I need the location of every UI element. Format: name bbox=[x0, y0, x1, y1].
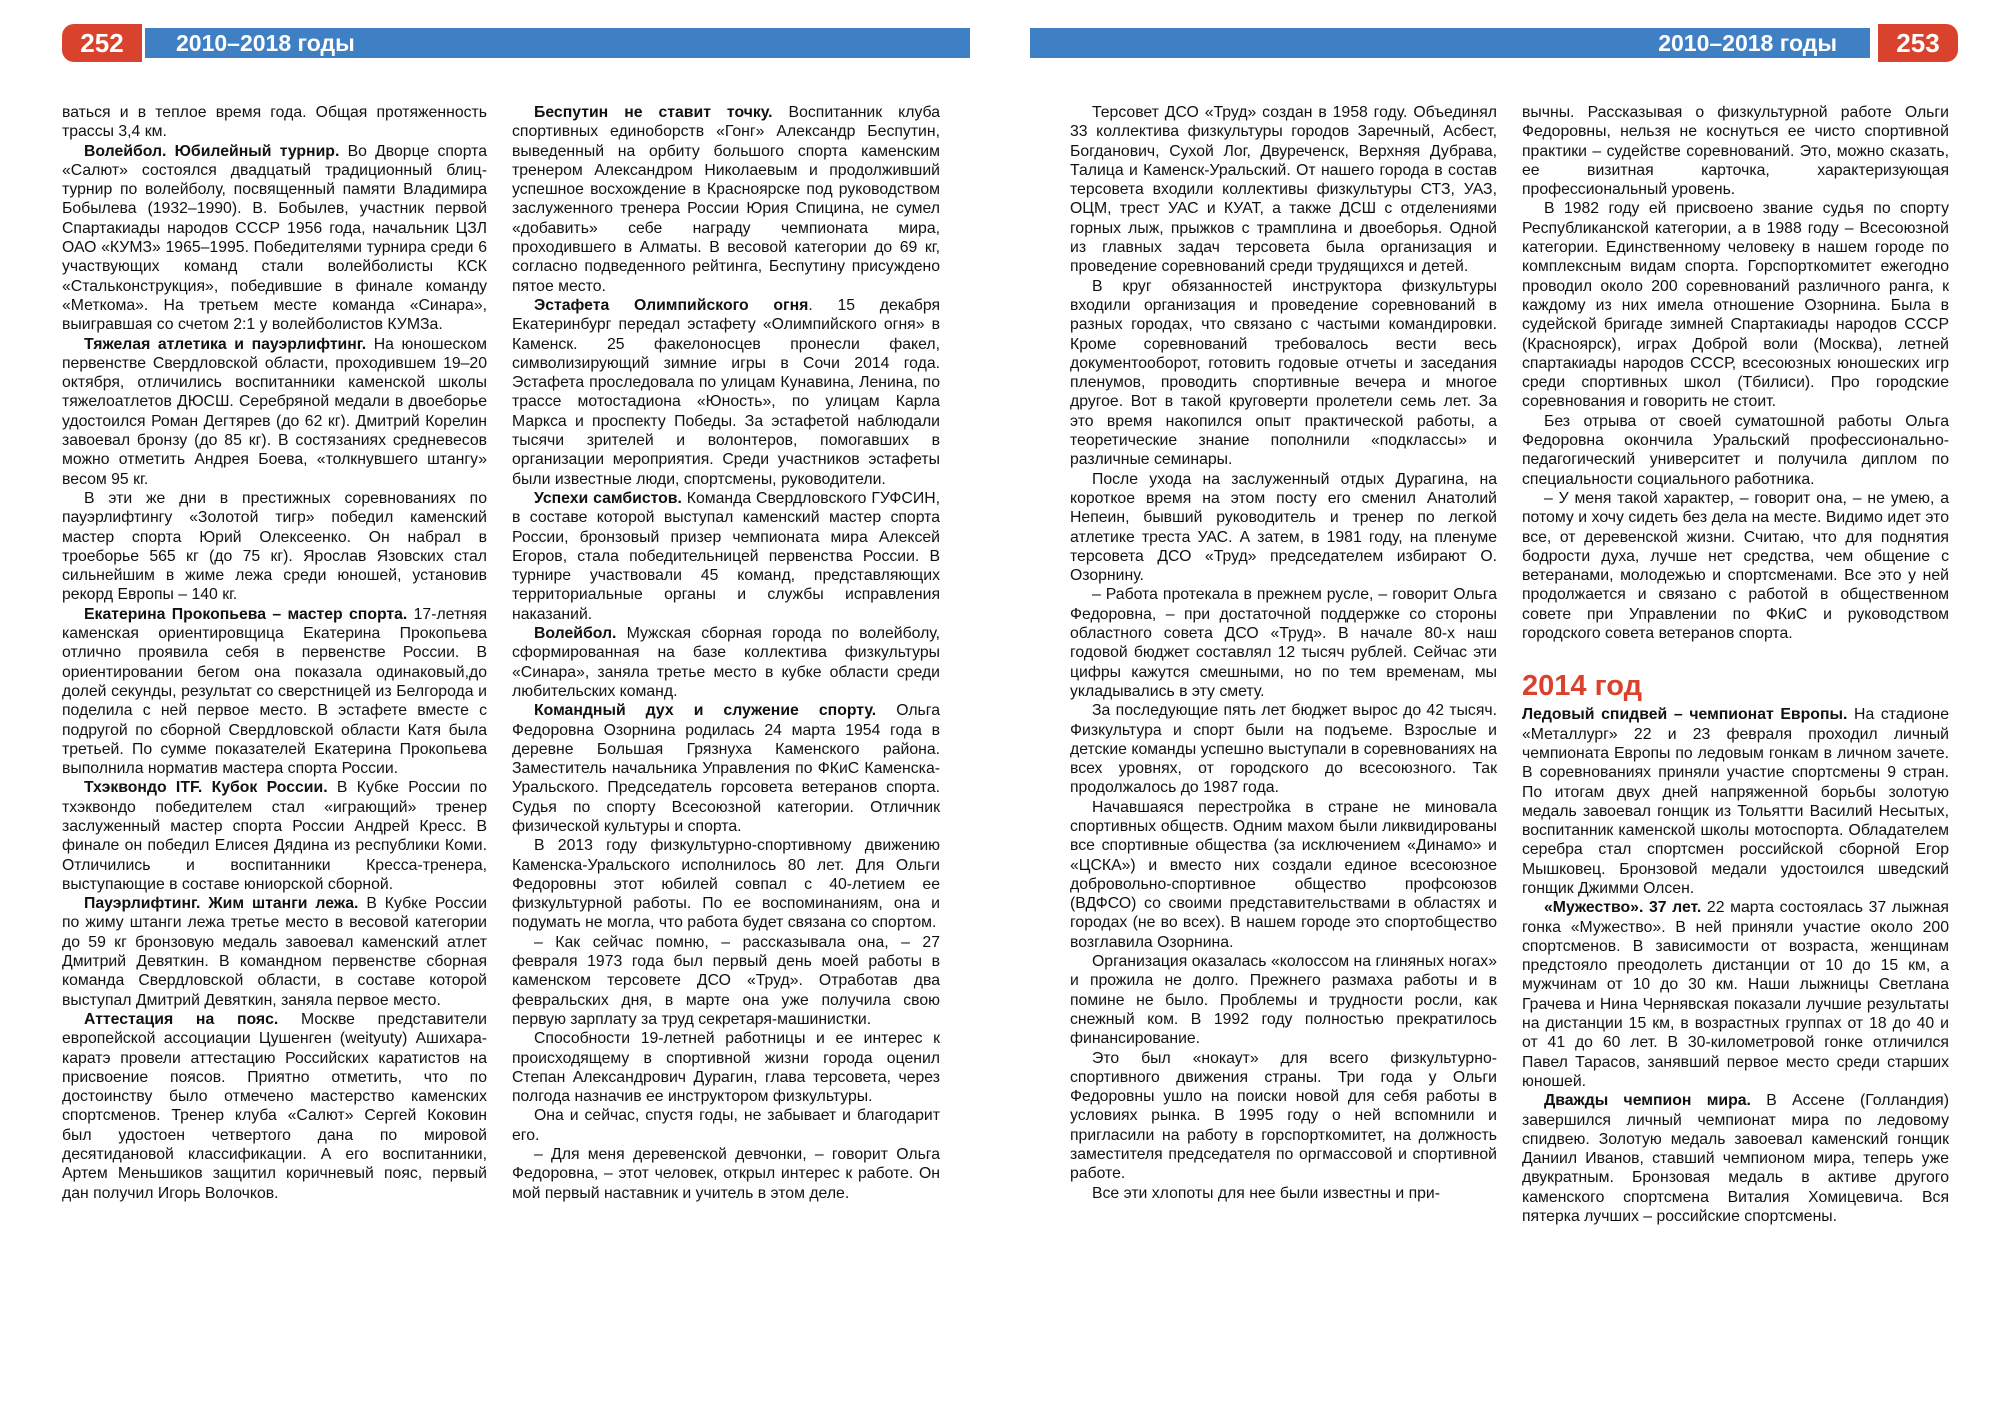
paragraph-text: Москве представители европейской ассоциации Цушенген (weityuty) Ашихара-каратэ провели аттестацию Российских каратистов на присвоение поясов. Приятно отметить, что по достоинству было отмечено мастерство каменских спортсменов. Тренер клуба «Салют» Сергей Коковин был удостоен четвертого дана по мировой десятидановой классификации. А его воспитанники, Артем Меньшиков защитил коричневый пояс, первый дан получил Игорь Волочков. bbox=[62, 1010, 487, 1202]
paragraph bbox=[1522, 489, 1949, 643]
paragraph-text: В круг обязанностей инструктора физкультуры входили организация и проведение соревнований в разных городах, что связано с частыми командировки. Кроме соревнований требовалось вести весь документооборот, готовить годовые отчеты и заседания пленумов, проводить спортивные вечера и многое другое. Вот в такой круговерти пролетели семь лет. За это время накопился опыт практической работы, а теоретические знание пополнили «подклассы» и различные семинары. bbox=[1070, 277, 1497, 469]
paragraph bbox=[512, 624, 940, 701]
paragraph bbox=[1070, 585, 1497, 701]
paragraph-text: После ухода на заслуженный отдых Дурагина, на короткое время на этом посту его сменил Анатолий Непеин, бывший руководитель и тренер по легкой атлетике треста УАС. А затем, в 1981 году, на пленуме терсовета ДСО «Труд» председателем избирают О. Озорнину. bbox=[1070, 470, 1497, 585]
paragraph-text: Во Дворце спорта «Салют» состоялся двадцатый традиционный блиц-турнир по волейболу, посвященный памяти Владимира Бобылева (1932–1990). В. Бобылев, участник первой Спартакиады народов СССР 1956 года, начальник ЦЗЛ ОАО «КУМЗ» 1965–1995. Победителями турнира среди 6 участвующих команд стали волейболисты КСК «Стальконструкция», победившие в финале команду «Меткома». На третьем месте команда «Синара», выигравшая со счетом 2:1 у волейболистов КУМЗа. bbox=[62, 142, 487, 334]
paragraph-lead: Аттестация на пояс. bbox=[84, 1010, 279, 1028]
paragraph bbox=[512, 933, 940, 1029]
paragraph bbox=[1522, 103, 1949, 199]
paragraph-text: Без отрыва от своей суматошной работы Ольга Федоровна окончила Уральский профессионально-педагогический университет и получила диплом по специальности социального работника. bbox=[1522, 412, 1949, 488]
paragraph-text: В Ассене (Голландия) завершился личный чемпионат мира по ледовому спидвею. Золотую медаль завоевал каменский гонщик Даниил Иванов, ставший чемпионом мира, теперь уже двукратным. Бронзовая медаль в активе другого каменского спортсмена Виталия Хомицевича. Вся пятерка лучших – российские спортсмены. bbox=[1522, 1092, 1949, 1226]
paragraph bbox=[1070, 798, 1497, 952]
paragraph bbox=[1522, 705, 1949, 898]
paragraph bbox=[512, 296, 940, 489]
paragraph-text: Все эти хлопоты для нее были известны и при- bbox=[1092, 1184, 1441, 1202]
paragraph bbox=[62, 489, 487, 605]
year-heading: 2014 год bbox=[1522, 670, 1643, 703]
left-running-title: 2010–2018 годы bbox=[176, 30, 355, 56]
paragraph-text: Терсовет ДСО «Труд» создан в 1958 году. Объединял 33 коллектива физкультуры городов Заречный, Асбест, Богданович, Сухой Лог, Двуреченск, Верхняя Дубрава, Талица и Каменск-Уральский. От нашего города в состав терсовета входили коллективы физкультуры СТЗ, УАЗ, ОЦМ, трест УАС и КУАТ, а также ДСШ с отделениями горных лыж, прыжков с трамплина и двоеборья. Одной из главных задач терсовета была организация и проведение соревнований среди трудящихся и детей. bbox=[1070, 104, 1497, 276]
paragraph-lead: Дважды чемпион мира. bbox=[1544, 1092, 1751, 1110]
paragraph-text: – У меня такой характер, – говорит она, – не умею, а потому и хочу сидеть без дела на месте. Видимо идет это все, от деревенской жизни. Считаю, что для поднятия бодрости духа, лучше нет средства, чем общение с ветеранами, молодежью и спортсменами. Все это у ней продолжается и связано с работой в общественном совете при Управлении по ФКиС и руководством городского совета ветеранов спорта. bbox=[1522, 489, 1949, 643]
paragraph-text: В Кубке России по жиму штанги лежа третье место в весовой категории до 59 кг бронзовую медаль завоевал каменский атлет Дмитрий Девяткин. В командном первенстве сборная команда Свердловской области, в составе которой выступал Дмитрий Девяткин, заняла первое место. bbox=[62, 895, 487, 1009]
paragraph-text: На юношеском первенстве Свердловской области, проходившем 19–20 октября, отличились воспитанники каменской школы тяжелоатлетов ДЮСШ. Серебряной медали в двоеборье удостоился Роман Дегтярев (до 62 кг). Дмитрий Корелин завоевал бронзу (до 85 кг). В состязаниях средневесов можно отметить Андрея Боева, «толкнувшего штангу» весом 95 кг. bbox=[62, 335, 487, 488]
column-1 bbox=[62, 103, 487, 1203]
paragraph-text: – Для меня деревенской девчонки, – говорит Ольга Федоровна, – этот человек, открыл интерес к работе. Он мой первый наставник и учитель в этом деле. bbox=[512, 1146, 940, 1202]
paragraph bbox=[1070, 1049, 1497, 1184]
paragraph-text: В Кубке России по тхэквондо победителем стал «играющий» тренер заслуженный мастер спорта России Андрей Кресс. В финале он победил Елисея Дядина из республики Коми. Отличились и воспитанники Кресса-тренера, выступающие в составе юниорской сборной. bbox=[62, 779, 487, 893]
paragraph bbox=[512, 1029, 940, 1106]
paragraph bbox=[512, 1106, 940, 1145]
paragraph-text: Команда Свердловского ГУФСИН, в составе которой выступал каменский мастер спорта России, бронзовый призер чемпионата мира Алексей Егоров, стала победительницей первенства России. В турнире участвовали 45 команд, представляющих территориальные органы и службы исправления наказаний. bbox=[512, 489, 940, 623]
paragraph bbox=[1522, 1091, 1949, 1226]
right-page-number: 253 bbox=[1878, 24, 1958, 62]
paragraph bbox=[512, 701, 940, 836]
paragraph bbox=[62, 335, 487, 489]
column-3 bbox=[1070, 103, 1497, 1203]
paragraph bbox=[1070, 952, 1497, 1048]
paragraph bbox=[1070, 103, 1497, 277]
paragraph-text: На стадионе «Металлург» 22 и 23 февраля проходил личный чемпионата Европы по ледовым гонкам в личном зачете. В соревнованиях приняли участие спортсмены 9 стран. По итогам двух дней напряженной борьбы золотую медаль завоевал гонщик из Тольятти Василий Несытых, воспитанник каменской школы мотоспорта. Обладателем серебра стал спортсмен российской сборной Егор Мышковец. Бронзовой медали удостоился шведский гонщик Джимми Олсен. bbox=[1522, 706, 1949, 897]
paragraph-lead: Пауэрлифтинг. Жим штанги лежа. bbox=[84, 895, 359, 913]
paragraph-lead: «Мужество». 37 лет. bbox=[1544, 899, 1702, 917]
paragraph bbox=[62, 605, 487, 779]
paragraph-lead: Тяжелая атлетика и пауэрлифтинг. bbox=[84, 335, 367, 353]
paragraph bbox=[512, 1145, 940, 1203]
paragraph-lead: Тхэквондо ITF. Кубок России. bbox=[84, 779, 328, 797]
paragraph bbox=[1522, 199, 1949, 411]
paragraph-lead: Ледовый спидвей – чемпионат Европы. bbox=[1522, 706, 1848, 724]
paragraph-text: 22 марта состоялась 37 лыжная гонка «Мужество». В ней приняли участие около 200 спортсменов. В зависимости от возраста, женщинам предстояло преодолеть дистанции от 10 до 15 км, а мужчинам от 10 до 30 км. Наши лыжницы Светлана Грачева и Нина Чернявская показали лучшие результаты на дистанции 15 км, в возрастных группах от 18 до 40 и от 41 до 60 лет. В 30-километровой гонке отличился Павел Тарасов, занявший первое место среди старших юношей. bbox=[1522, 899, 1949, 1090]
paragraph-text: Это был «нокаут» для всего физкультурно-спортивного движения страны. Три года у Ольги Федоровны ушло на поиски новой для себя работы в условиях рынка. В 1995 году о ней вспомнили и пригласили на работу в горспорткомитет, на должность заместителя председателя по оргмассовой и спортивной работе. bbox=[1070, 1049, 1497, 1183]
paragraph-text: В эти же дни в престижных соревнованиях по пауэрлифтингу «Золотой тигр» победил каменский мастер спорта Юрий Олексеенко. Он набрал в троеборье 565 кг (до 75 кг). Ярослав Язовских стал сильнейшим в жиме лежа среди юношей, установив рекорд Европы – 140 кг. bbox=[62, 489, 487, 604]
paragraph bbox=[1522, 898, 1949, 1091]
paragraph-text: Воспитанник клуба спортивных единоборств «Гонг» Александр Беспутин, выведенный на орбиту большого спорта каменским тренером Александром Николаевым и продолживший успешное восхождение в Красноярске под руководством заслуженного тренера России Юрия Спицина, не сумел «добавить» себе награду чемпионата мира, проходившего в Алматы. В весовой категории до 69 кг, согласно подведенного рейтинга, Беспутину присуждено пятое место. bbox=[512, 104, 940, 295]
paragraph-text: – Работа протекала в прежнем русле, – говорит Ольга Федоровна, – при достаточной поддержке со стороны областного совета ДСО «Труд». В начале 80-х наш годовой бюджет составлял 12 тысяч рублей. Сейчас эти цифры кажутся смешными, но по тем временам, мы укладывались в эту смету. bbox=[1070, 586, 1497, 700]
paragraph-lead: Беспутин не ставит точку. bbox=[534, 104, 773, 121]
paragraph bbox=[512, 836, 940, 932]
paragraph bbox=[512, 103, 940, 296]
paragraph-text: Организация оказалась «колоссом на глиняных ногах» и прожила не долго. Прежнего размаха работы и в помине не было. Проблемы и трудности росли, как снежный ком. В 1992 году полностью прекратилось финансирование. bbox=[1070, 953, 1497, 1048]
paragraph-text: В 2013 году физкультурно-спортивному движению Каменска-Уральского исполнилось 80 лет. Для Ольги Федоровны этот юбилей совпал с 40-летием ее физкультурной работы. По ее воспоминаниям, она и подумать не могла, что работа будет связана со спортом. bbox=[512, 837, 940, 932]
paragraph bbox=[62, 1010, 487, 1203]
paragraph bbox=[62, 142, 487, 335]
right-running-title: 2010–2018 годы bbox=[1658, 30, 1837, 56]
left-page-number: 252 bbox=[62, 24, 142, 62]
paragraph-lead: Эстафета Олимпийского огня bbox=[534, 296, 809, 314]
paragraph-text: Способности 19-летней работницы и ее интерес к происходящему в спортивной жизни города оценил Степан Александрович Дурагин, глава терсовета, через полгода назначив ее инструктором физкультуры. bbox=[512, 1030, 940, 1106]
paragraph-text: 17-летняя каменская ориентировщица Екатерина Прокопьева отлично проявила себя в первенстве России. В ориентировании бегом она показала одинаковый,до долей секунды, результат со сверстницей из Белгорода и поделила с ней первое место. В эстафете вместе с подругой по сборной Свердловской области Катя была третьей. По сумме показателей Екатерина Прокопьева выполнила норматив мастера спорта России. bbox=[62, 605, 488, 778]
paragraph-text: – Как сейчас помню, – рассказывала она, – 27 февраля 1973 года был первый день моей работы в каменском терсовете ДСО «Труд». Отработав два февральских дня, в марте она уже получила свою первую зарплату за труд секретаря-машинистки. bbox=[512, 933, 940, 1028]
paragraph bbox=[62, 894, 487, 1010]
paragraph-text: Ольга Федоровна Озорнина родилась 24 марта 1954 года в деревне Большая Грязнуха Каменского района. Заместитель начальника Управления по ФКиС Каменска-Уральского. Председатель горсовета ветеранов спорта. Судья по спорту Всесоюзной категории. Отличник физической культуры и спорта. bbox=[512, 702, 940, 835]
paragraph-lead: Командный дух и служение спорту. bbox=[534, 702, 877, 720]
paragraph bbox=[1070, 470, 1497, 586]
paragraph-text: ваться и в теплое время года. Общая протяженность трассы 3,4 км. bbox=[62, 104, 487, 141]
paragraph bbox=[1070, 277, 1497, 470]
column-4 bbox=[1522, 103, 1949, 1226]
paragraph bbox=[1522, 412, 1949, 489]
paragraph-text: Она и сейчас, спустя годы, не забывает и благодарит его. bbox=[512, 1107, 940, 1144]
paragraph-text: В 1982 году ей присвоено звание судья по спорту Республиканской категории, а в 1988 году – Всесоюзной категории. Единственному человеку в нашем городе по комплексным видам спорта. Горспорткомитет ежегодно проводил около 200 соревнований различного ранга, к каждому из них имела отношение Озорнина. Была в судейской бригаде зимней Спартакиады народов СССР (Красноярск), играх Доброй воли (Москва), летней спартакиады народов СССР, всесоюзных юношеских игр среди спортивных школ (Тбилиси). Про городские соревнования и говорить не стоит. bbox=[1522, 200, 1949, 411]
paragraph-text: Начавшаяся перестройка в стране не миновала спортивных обществ. Одним махом были ликвидированы все спортивные общества (за исключением «Динамо» и «ЦСКА») и вместо них создали единое всесоюзное добровольно-спортивное общество профсоюзов (ВДФСО) со своими представительствами в областях и городах (не во всех). В нашем городе это спортобщество возглавила Озорнина. bbox=[1070, 798, 1497, 951]
paragraph bbox=[1070, 701, 1497, 797]
paragraph bbox=[62, 103, 487, 142]
paragraph-text: Мужская сборная города по волейболу, сформированная на базе коллектива физкультуры «Синара», заняла третье место в кубке области среди любительских команд. bbox=[512, 625, 940, 700]
paragraph-text: вычны. Рассказывая о физкультурной работе Ольги Федоровны, нельзя не коснуться ее чисто спортивной практики – судействе соревнований. Это, можно сказать, ее визитная карточка, характеризующая профессиональный уровень. bbox=[1522, 104, 1949, 199]
column-2 bbox=[512, 103, 940, 1203]
paragraph-lead: Волейбол. Юбилейный турнир. bbox=[84, 142, 340, 160]
paragraph-text: За последующие пять лет бюджет вырос до 42 тысяч. Физкультура и спорт были на подъеме. Взрослые и детские команды успешно выступали в соревнованиях на всех уровнях, от городского до всесоюзного. Так продолжалось до 1987 года. bbox=[1070, 702, 1497, 797]
paragraph-lead: Волейбол. bbox=[534, 625, 617, 643]
paragraph bbox=[62, 778, 487, 894]
paragraph bbox=[1070, 1184, 1497, 1203]
paragraph-text: . 15 декабря Екатеринбург передал эстафету «Олимпийского огня» в Каменск. 25 факелоносцев пронесли факел, символизирующий зимние игры в Сочи 2014 года. Эстафета проследовала по улицам Кунавина, Ленина, по трассе мотостадиона «Юность», по улицам Карла Маркса и проспекту Победы. За эстафетой наблюдали тысячи зрителей и волонтеров, помогавших в организации мероприятия. Среди участников эстафеты были известные люди, спортсмены, руководители. bbox=[512, 296, 940, 488]
paragraph-lead: Екатерина Прокопьева – мастер спорта. bbox=[84, 605, 408, 623]
paragraph bbox=[512, 489, 940, 624]
paragraph-lead: Успехи самбистов. bbox=[534, 489, 682, 507]
